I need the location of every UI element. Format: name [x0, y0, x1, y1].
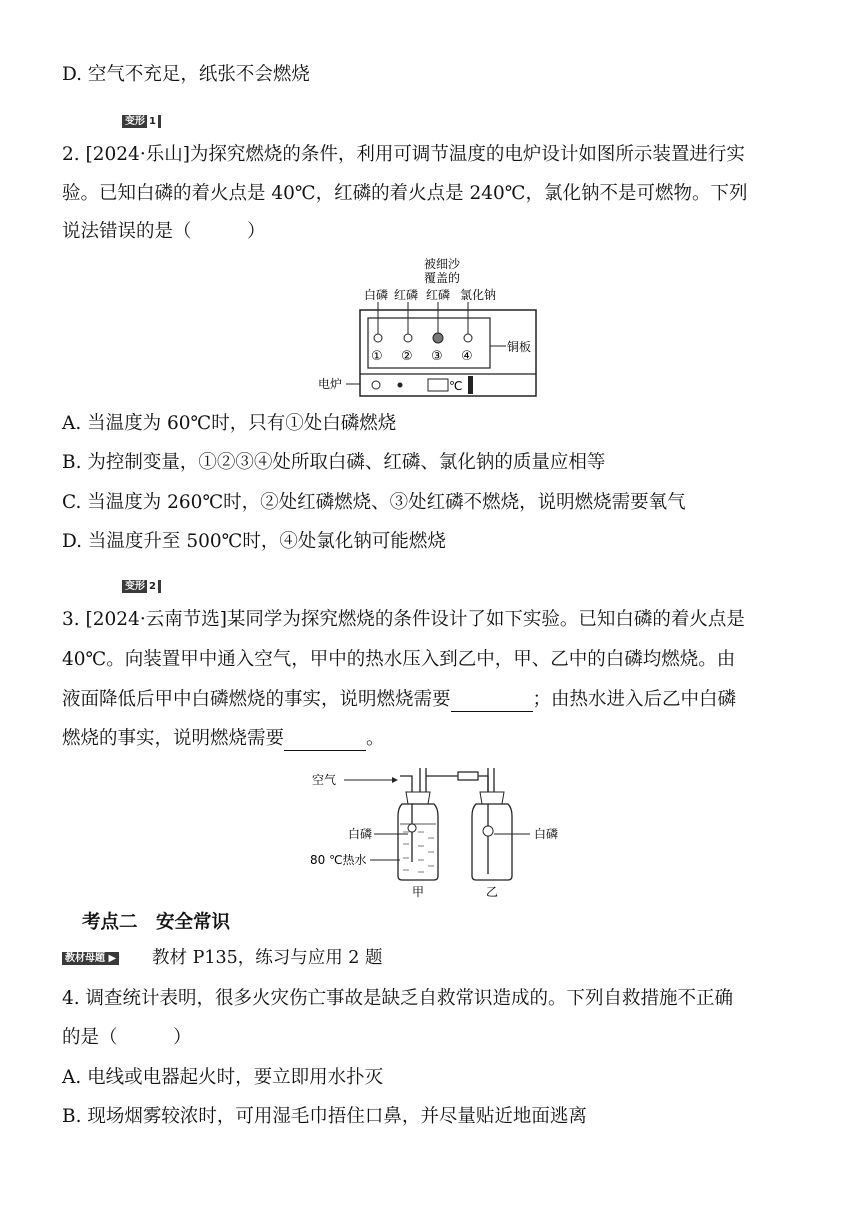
variant-number: 2: [149, 581, 156, 592]
fig-top-label-2: 覆盖的: [424, 271, 461, 285]
fig-num-3: ③: [431, 349, 443, 364]
q4-stem-line1: 4. 调查统计表明，很多火灾伤亡事故是缺乏自救常识造成的。下列自救措施不正确: [62, 988, 734, 1009]
q3-line4-part-b: 。: [366, 728, 385, 749]
fig-label-white-p: 白磷: [364, 288, 389, 302]
fig-label-jia: 甲: [412, 885, 425, 898]
q3-stem-line1: 3. [2024·云南节选]某同学为探究燃烧的条件设计了如下实验。已知白磷的着火点是: [62, 609, 745, 630]
variant-number: 1: [149, 116, 156, 127]
section-heading: 考点二 安全常识: [82, 912, 231, 933]
fig-num-1: ①: [371, 349, 383, 364]
fig-copper-plate-label: 铜板: [507, 340, 532, 354]
q2-option-b: B. 为控制变量，①②③④处所取白磷、红磷、氯化钠的质量应相等: [62, 452, 606, 473]
q3-stem-line3: [62, 688, 736, 712]
q3-stem-line2: 40℃。向装置甲中通入空气，甲中的热水压入到乙中，甲、乙中的白磷均燃烧。由: [62, 649, 736, 670]
fig-num-2: ②: [401, 349, 413, 364]
furnace-diagram: [316, 254, 552, 404]
q2-stem-line3: 说法错误的是（ ）: [62, 221, 266, 242]
fig-white-p-left: 白磷: [348, 827, 373, 841]
fig-label-red-p-sand: 红磷: [426, 288, 451, 302]
fig-label-yi: 乙: [486, 885, 499, 898]
bottles-diagram: [308, 764, 568, 898]
answer-blank-1[interactable]: [451, 693, 533, 712]
q2-option-a: A. 当温度为 60℃时，只有①处白磷燃烧: [62, 413, 397, 434]
variant-badge-2: [122, 580, 161, 593]
fig-unit-label: ℃: [449, 379, 463, 393]
fig-white-p-right: 白磷: [534, 827, 559, 841]
fig-furnace-label: 电炉: [318, 377, 343, 391]
q2-option-d: D. 当温度升至 500℃时，④处氯化钠可能燃烧: [62, 531, 446, 552]
q3-stem-line4: [62, 727, 385, 751]
fig-top-label-1: 被细沙: [424, 257, 461, 271]
textbook-reference: 教材 P135，练习与应用 2 题: [152, 948, 383, 968]
variant-label: 变形: [125, 581, 145, 592]
fig-label-nacl: 氯化钠: [460, 288, 497, 302]
q3-line3-part-b: ；由热水进入后乙中白磷: [532, 689, 737, 710]
fig-label-red-p: 红磷: [394, 288, 419, 302]
q3-line3-part-a: 液面降低后甲中白磷燃烧的事实，说明燃烧需要: [62, 689, 451, 710]
fig-air-label: 空气: [312, 773, 337, 787]
q2-option-c: C. 当温度为 260℃时，②处红磷燃烧、③处红磷不燃烧，说明燃烧需要氧气: [62, 492, 686, 513]
q4-stem-line2: 的是（ ）: [62, 1027, 192, 1048]
textbook-badge-label: 教材母题: [65, 953, 105, 964]
q4-option-b: B. 现场烟雾较浓时，可用湿毛巾捂住口鼻，并尽量贴近地面逃离: [62, 1106, 587, 1127]
fig-num-4: ④: [461, 349, 473, 364]
q1-option-d: D. 空气不充足，纸张不会燃烧: [62, 64, 310, 85]
fig-hot-water-label: 80 ℃热水: [310, 853, 367, 867]
textbook-badge: 教材母题 ▶: [62, 952, 119, 965]
q4-option-a: A. 电线或电器起火时，要立即用水扑灭: [62, 1067, 384, 1088]
q3-line4-part-a: 燃烧的事实，说明燃烧需要: [62, 728, 285, 749]
variant-badge-1: [122, 115, 161, 128]
answer-blank-2[interactable]: [284, 732, 366, 751]
q2-stem-line1: 2. [2024·乐山]为探究燃烧的条件，利用可调节温度的电炉设计如图所示装置进行实: [62, 144, 745, 165]
variant-label: 变形: [125, 116, 145, 127]
q2-stem-line2: 验。已知白磷的着火点是 40℃，红磷的着火点是 240℃，氯化钠不是可燃物。下列: [62, 183, 748, 204]
